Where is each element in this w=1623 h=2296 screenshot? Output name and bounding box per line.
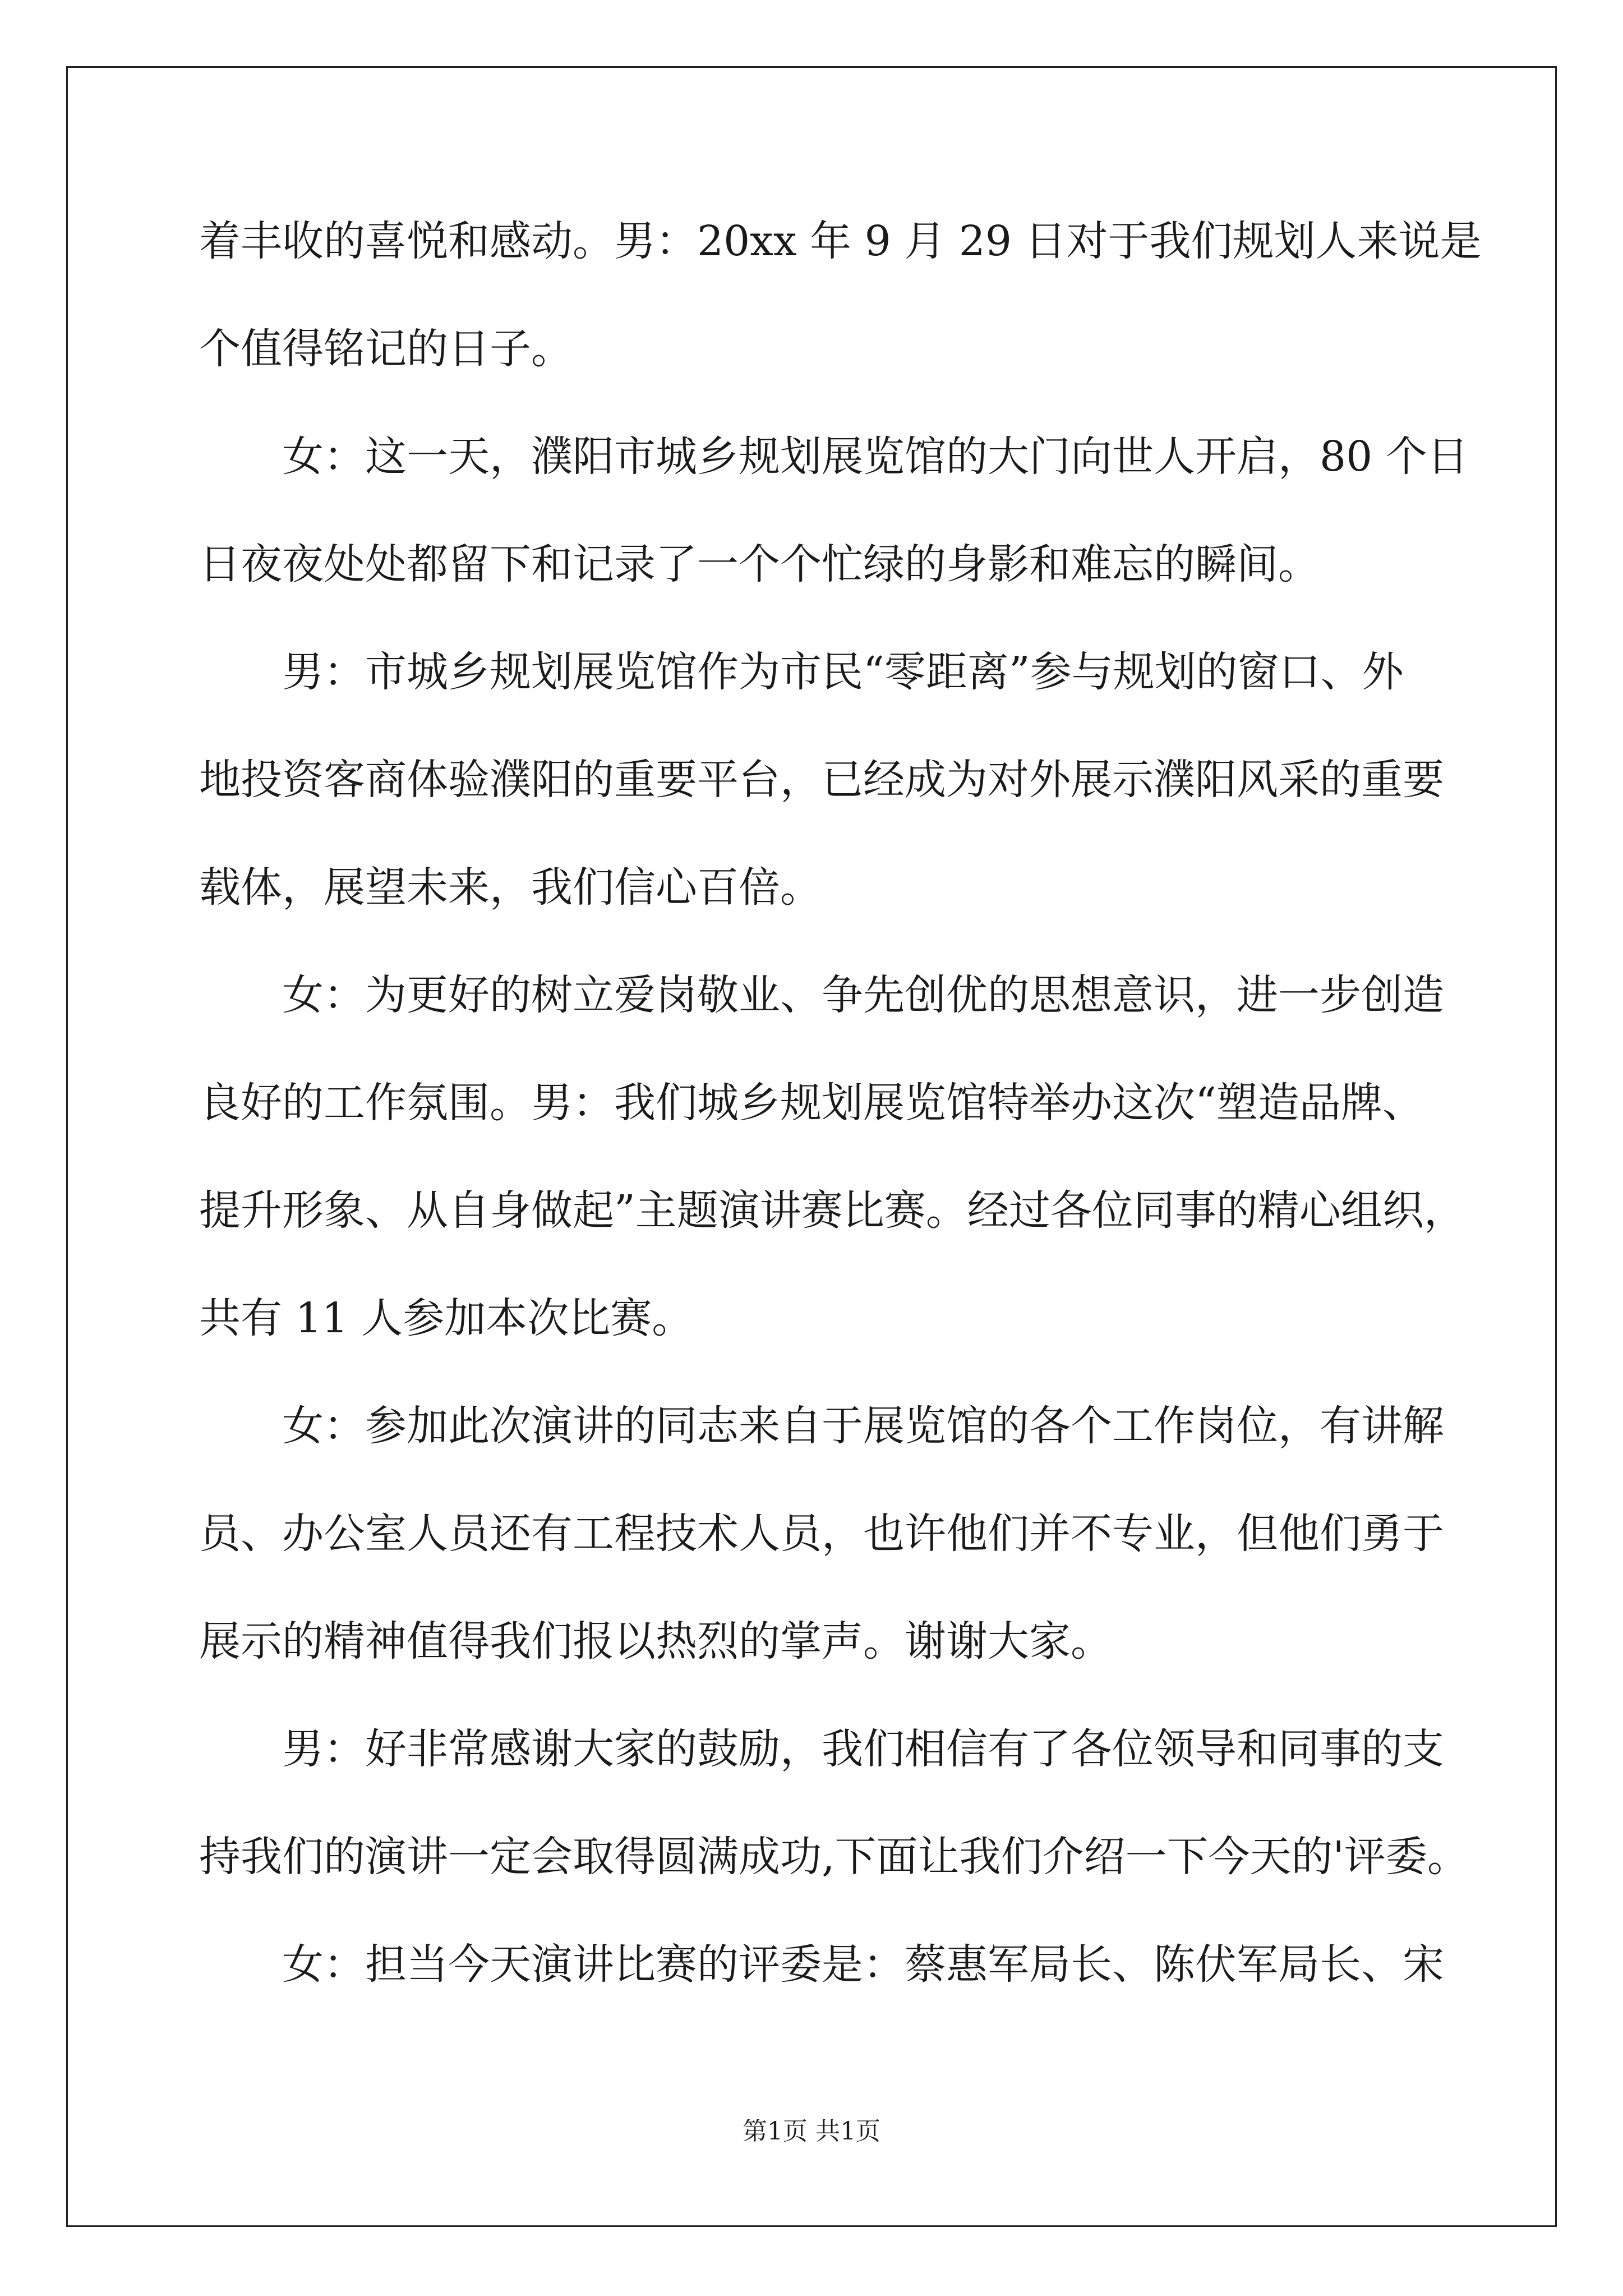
text-line: 女：为更好的树立爱岗敬业、争先创优的思想意识，进一步创造 xyxy=(282,971,1444,1019)
text-line: 良好的工作氛围。男：我们城乡规划展览馆特举办这次“塑造品牌、 xyxy=(199,1079,1424,1127)
page-footer: 第1页 共1页 xyxy=(743,2117,880,2146)
text-line: 男：市城乡规划展览馆作为市民“零距离”参与规划的窗口、外 xyxy=(282,648,1404,696)
text-line: 女：担当今天演讲比赛的评委是：蔡惠军局长、陈伏军局长、宋 xyxy=(282,1940,1444,1989)
document-body xyxy=(199,213,1482,2044)
text-line: 共有 11 人参加本次比赛。 xyxy=(199,1294,694,1342)
text-line: 女：这一天，濮阳市城乡规划展览馆的大门向世人开启，80 个日 xyxy=(282,432,1469,481)
text-line: 员、办公室人员还有工程技术人员，也许他们并不专业，但他们勇于 xyxy=(199,1510,1444,1558)
text-line: 展示的精神值得我们报以热烈的掌声。谢谢大家。 xyxy=(199,1617,1112,1665)
text-line: 男：好非常感谢大家的鼓励，我们相信有了各位领导和同事的支 xyxy=(282,1725,1444,1773)
text-line: 个值得铭记的日子。 xyxy=(199,325,573,373)
text-line: 日夜夜处处都留下和记录了一个个忙绿的身影和难忘的瞬间。 xyxy=(199,540,1320,588)
text-line: 持我们的演讲一定会取得圆满成功,下面让我们介绍一下今天的'评委。 xyxy=(199,1833,1469,1881)
text-line: 提升形象、从自身做起”主题演讲赛比赛。经过各位同事的精心组织， xyxy=(199,1186,1465,1235)
text-line: 着丰收的喜悦和感动。男：20xx 年 9 月 29 日对于我们规划人来说是 xyxy=(199,217,1482,265)
text-line: 载体，展望未来，我们信心百倍。 xyxy=(199,863,822,912)
text-line: 女：参加此次演讲的同志来自于展览馆的各个工作岗位，有讲解 xyxy=(282,1402,1444,1450)
text-line: 地投资客商体验濮阳的重要平台，已经成为对外展示濮阳风采的重要 xyxy=(199,756,1444,804)
